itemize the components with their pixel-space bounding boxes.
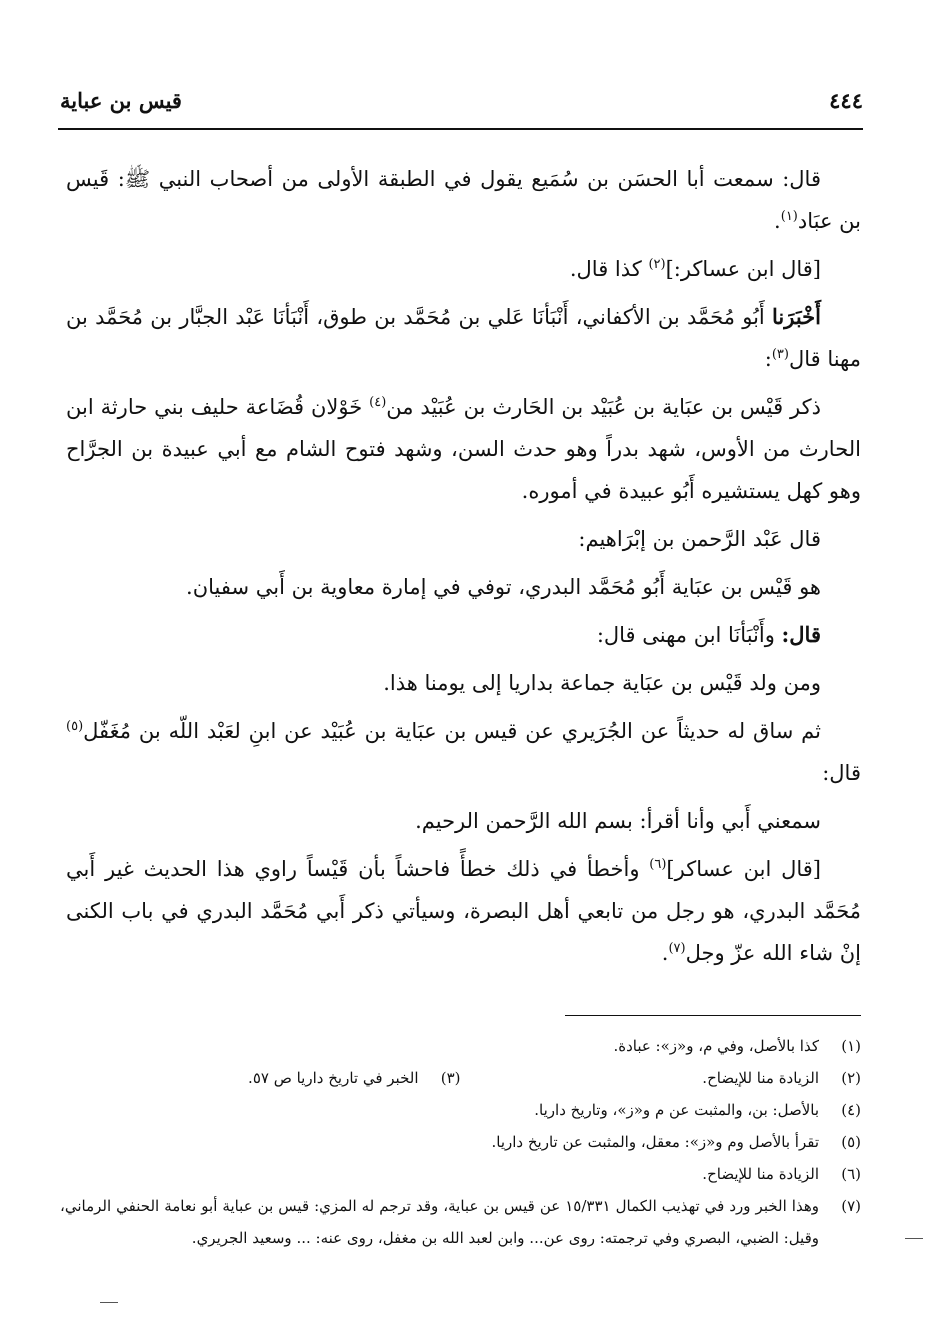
scan-mark — [905, 1238, 923, 1239]
footnote-ref: (٢) — [648, 257, 666, 272]
paragraph — [66, 296, 861, 380]
footnote-number: (٣) — [440, 1069, 461, 1087]
footnote-text: الزيادة منا للإيضاح. — [702, 1069, 819, 1087]
paragraph — [66, 566, 861, 608]
footnote-ref: (١) — [780, 209, 798, 224]
text: ثم ساق له حديثاً عن الجُرَيري عن قيس بن عبَاية بن عُبَيْد عن ابنِ لعَبْد اللّه بن مُغَفّل — [83, 719, 821, 743]
text: وأخطأ في ذلك خطأً فاحشاً بأن قَيْساً راوي هذا الحديث غير أَبي مُحَمَّد البدري، هو رجل من تابعي أهل البصرة، وسيأتي ذكر أَبي مُحَمَّد البدري في باب الكنى إنْ شاء الله عزّ وجل — [66, 857, 861, 965]
text: كذا قال. — [569, 257, 649, 281]
paragraph — [66, 662, 861, 704]
footnote — [60, 1062, 461, 1094]
text: هو قَيْس بن عبَاية أَبُو مُحَمَّد البدري، توفي في إمارة معاوية بن أَبي سفيان. — [186, 575, 821, 599]
paragraph — [66, 386, 861, 512]
isnad-lead: أَخْبَرَنا — [772, 304, 821, 329]
text: [قال ابن عساكر:] — [665, 257, 821, 281]
paragraph — [66, 800, 861, 842]
page-number: ٤٤٤ — [829, 88, 863, 113]
paragraph — [66, 518, 861, 560]
text: : — [764, 347, 772, 371]
text: خَوْلان قُضَاعة حليف بني حارثة ابن الحارث من الأوس، شهد بدراً وهو حدث السن، وشهد فتوح الشام مع أبي عبيدة بن الجرَّاح وهو كهل يستشيره أَبُو عبيدة في أموره. — [66, 395, 861, 503]
footnote — [60, 1030, 861, 1062]
paragraph — [66, 710, 861, 794]
paragraph — [66, 158, 861, 242]
footnote-number: (٥) — [841, 1133, 861, 1151]
footnote-text: الخبر في تاريخ داريا ص ٥٧. — [248, 1069, 419, 1087]
footnote-ref: (٤) — [369, 395, 387, 410]
header-rule — [58, 128, 863, 130]
footnote-ref: (٥) — [66, 719, 84, 734]
scan-mark — [100, 1302, 118, 1303]
footnote — [461, 1062, 862, 1094]
text: ومن ولد قَيْس بن عبَاية جماعة بداريا إلى يومنا هذا. — [383, 671, 821, 695]
footnote-ref: (٣) — [771, 347, 789, 362]
paragraph — [66, 248, 861, 290]
text: قال: — [822, 761, 861, 785]
footnote-text: بالأصل: بن، والمثبت عن م و«ز»، وتاريخ داريا. — [534, 1101, 819, 1119]
text: [قال ابن عساكر] — [666, 857, 822, 881]
footnote — [60, 1126, 861, 1158]
text: وأَنْبَأنَا ابن مهنى قال: — [596, 623, 782, 647]
footnote-number: (٤) — [841, 1101, 861, 1119]
footnote-text: وهذا الخبر ورد في تهذيب الكمال ١٥/٣٣١ عن قيس بن عباية، وقد ترجم له المزي: قيس بن عباية أبو نعامة الحنفي الرماني، وقيل: الضبي، البصري وفي ترجمته: روى عن... وابن لعبد الله بن مغفل، روى عنه: ... وسعيد الجريري. — [60, 1197, 819, 1247]
footnote — [60, 1158, 861, 1190]
footnote-number: (٦) — [841, 1165, 861, 1183]
footnote-rule — [565, 1015, 861, 1016]
footnote-text: تقرأ بالأصل وم و«ز»: معقل، والمثبت عن تاريخ داريا. — [491, 1133, 819, 1151]
footnote-text: كذا بالأصل، وفي م، و«ز»: عبادة. — [613, 1037, 819, 1055]
footnote-ref: (٧) — [668, 941, 686, 956]
footnote-number: (١) — [841, 1037, 861, 1055]
main-text — [66, 158, 861, 980]
footnote-text: الزيادة منا للإيضاح. — [702, 1165, 819, 1183]
paragraph — [66, 614, 861, 656]
footnotes — [60, 1030, 861, 1254]
footnote-row — [60, 1062, 861, 1094]
text: . — [774, 209, 781, 233]
paragraph — [66, 848, 861, 974]
text: قال عَبْد الرَّحمن بن إبْرَاهيم: — [578, 527, 821, 551]
text: سمعني أَبي وأنا أقرأ: بسم الله الرَّحمن الرحيم. — [415, 809, 821, 833]
text: أَبُو مُحَمَّد بن الأكفاني، أَنْبَأنَا عَلي بن مُحَمَّد بن طوق، أَنْبَأنَا عَبْد الجبَّار بن مُحَمَّد بن مهنا قال — [66, 305, 861, 371]
text: . — [661, 941, 669, 965]
text: قال: سمعت أبا الحسَن بن سُمَيع يقول في الطبقة الأولى من أصحاب النبي ﷺ: قَيس بن عبَاد — [66, 167, 861, 233]
footnote — [60, 1094, 861, 1126]
running-title: قيس بن عباية — [60, 88, 182, 113]
text: ذكر قَيْس بن عبَاية بن عُبَيْد بن الحَارث بن عُبَيْد من — [386, 395, 821, 419]
isnad-lead: قال: — [781, 622, 821, 647]
page-header — [60, 88, 863, 122]
footnote-number: (٧) — [841, 1197, 861, 1215]
footnote — [60, 1190, 861, 1254]
footnote-ref: (٦) — [649, 857, 667, 872]
footnote-number: (٢) — [841, 1069, 861, 1087]
